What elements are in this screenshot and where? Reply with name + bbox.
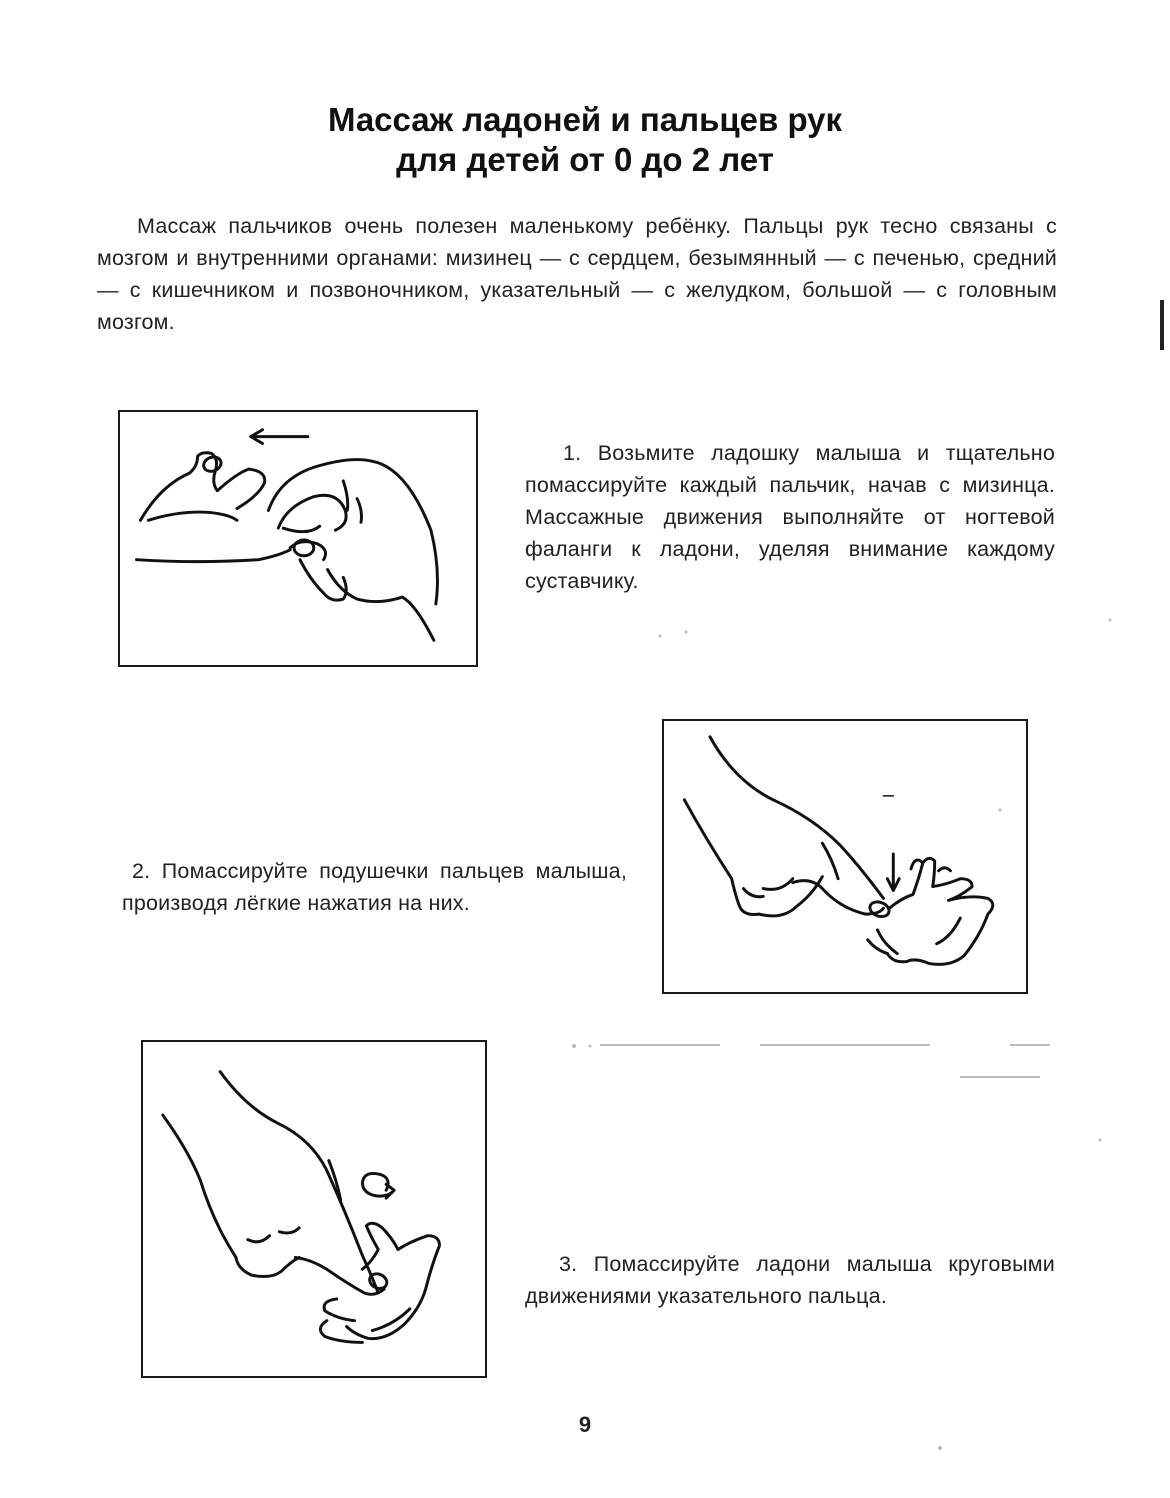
step-2-text: 2. Помассируйте подушечки пальцев малыша, производя лёгкие нажатия на них. — [122, 859, 627, 915]
intro-paragraph: Массаж пальчиков очень полезен маленькому ребёнку. Пальцы рук тесно связаны с мозгом и внутренними органами: мизинец — с сердцем, безымянный — с печенью, средний — с кишечником и позвоночником, указательный — с желудком, большой — с головным мозгом. — [97, 214, 1057, 334]
scan-edge-mark — [1160, 300, 1164, 350]
palm-circular-massage-illustration-icon — [143, 1042, 485, 1376]
figure-3-palm-circular-massage — [141, 1040, 487, 1378]
figure-2-fingertip-press — [662, 719, 1028, 994]
step-3-text: 3. Помассируйте ладони малыша круговыми движениями указательного пальца. — [525, 1252, 1055, 1308]
fingertip-press-illustration-icon — [664, 721, 1026, 992]
step-1-text: 1. Возьмите ладошку малыша и тщательно помассируйте каждый пальчик, начав с мизинца. Массажные движения выполняйте от ногтевой фаланги к ладони, уделяя внимание каждому суставчику. — [525, 441, 1055, 593]
page-subtitle: для детей от 0 до 2 лет — [396, 141, 774, 178]
figure-1-finger-massage — [118, 410, 478, 667]
finger-massage-illustration-icon — [120, 412, 476, 665]
page-title: Массаж ладоней и пальцев рук — [327, 101, 843, 138]
page-number: 9 — [578, 1412, 592, 1437]
